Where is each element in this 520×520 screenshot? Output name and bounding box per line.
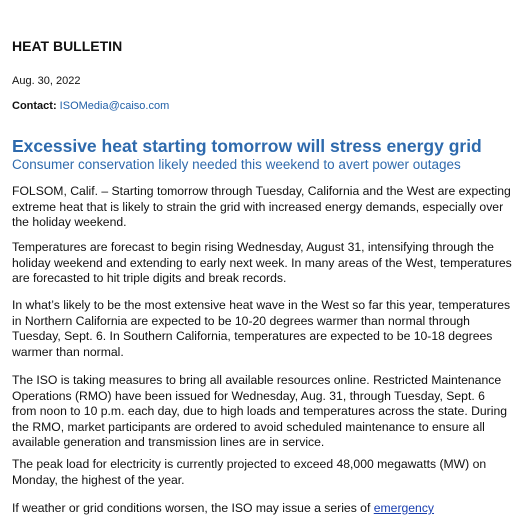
contact-line	[12, 100, 169, 112]
paragraph-4: The ISO is taking measures to bring all available resources online. Restricted Maintenance Operations (RMO) have been issued for Wednesday, Aug. 31, through Tuesday, Sept. 6 from noon to 10 p.m. each day, due to high loads and temperatures across the state. During the RMO, market participants are ordered to avoid scheduled maintenance to ensure all available generation and transmission lines are in service.	[12, 373, 508, 449]
emergency-link[interactable]: emergency	[373, 501, 435, 515]
paragraph-1: FOLSOM, Calif. – Starting tomorrow through Tuesday, California and the West are expecting extreme heat that is likely to strain the grid with increased energy demands, especially over the holiday weekend.	[12, 184, 511, 229]
bulletin-date: Aug. 30, 2022	[12, 75, 81, 87]
paragraph-3: In what’s likely to be the most extensive heat wave in the West so far this year, temperatures in Northern California are expected to be 10-20 degrees warmer than normal through Tuesday, Sept. 6. In Southern California, temperatures are expected to be 10-18 degrees warmer than normal.	[12, 298, 511, 359]
contact-email-link[interactable]: ISOMedia@caiso.com	[59, 100, 170, 112]
article-headline: Excessive heat starting tomorrow will stress energy grid	[12, 136, 482, 156]
paragraph-2: Temperatures are forecast to begin rising Wednesday, August 31, intensifying through the holiday weekend and extending to early next week. In many areas of the West, temperatures are forecasted to hit triple digits and break records.	[12, 240, 512, 285]
paragraph-6-text: If weather or grid conditions worsen, the ISO may issue a series of	[12, 501, 374, 515]
paragraph-5: The peak load for electricity is currently projected to exceed 48,000 megawatts (MW) on Monday, the highest of the year.	[12, 457, 487, 487]
bulletin-title: HEAT BULLETIN	[12, 38, 123, 54]
contact-label: Contact:	[12, 100, 57, 112]
article-subheadline: Consumer conservation likely needed this weekend to avert power outages	[12, 157, 461, 172]
paragraph-6	[12, 501, 512, 517]
